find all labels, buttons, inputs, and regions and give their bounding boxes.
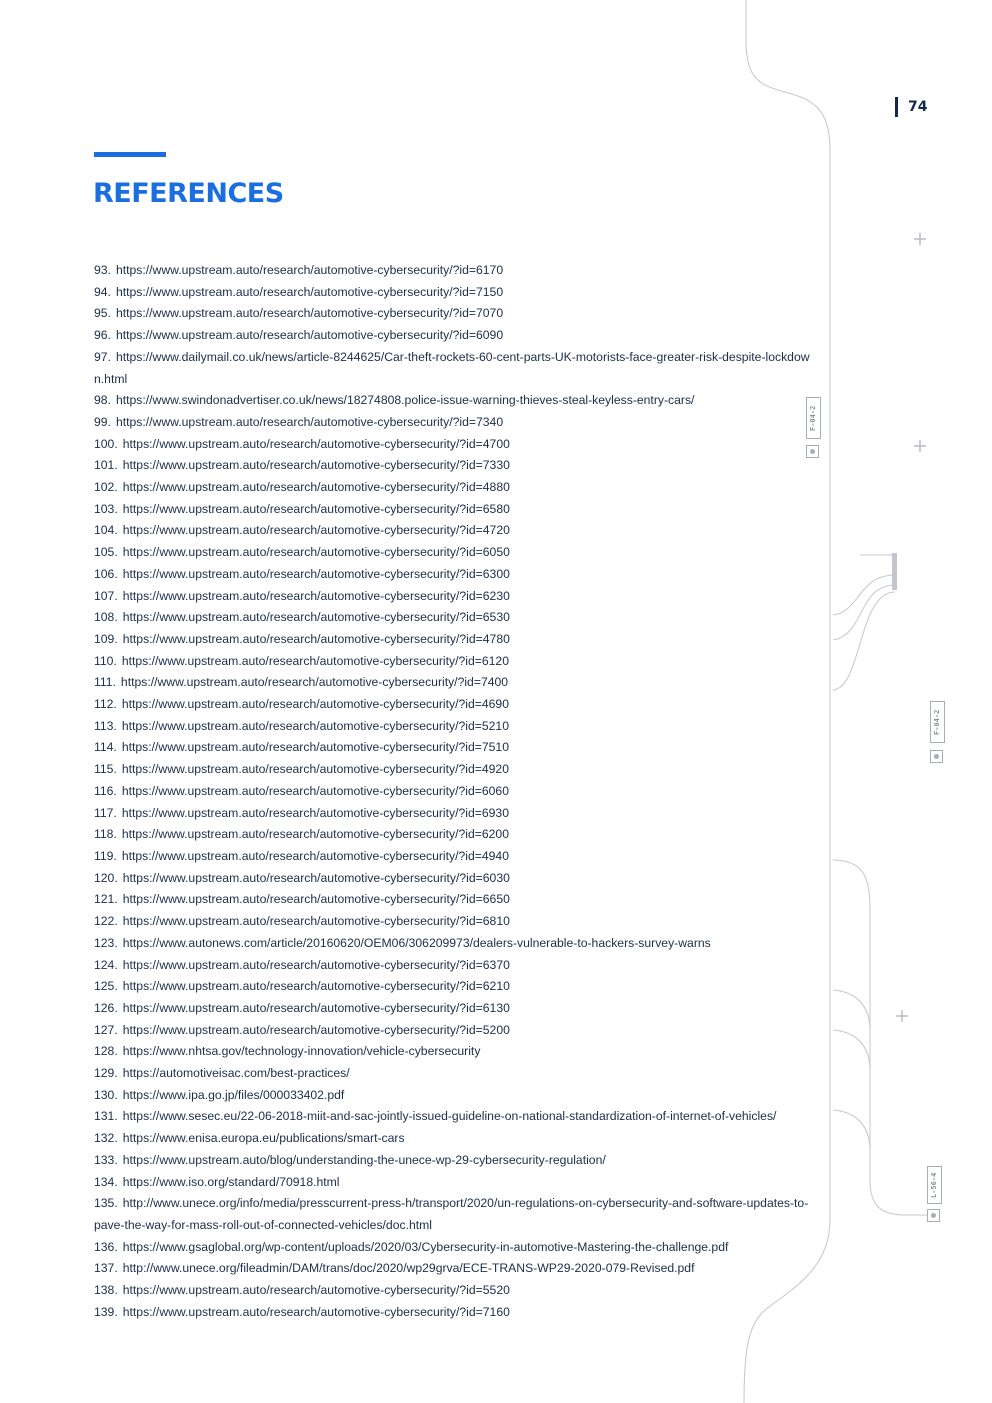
reference-link[interactable]: https://www.iso.org/standard/70918.html [122, 1174, 340, 1189]
reference-link[interactable]: https://www.upstream.auto/research/automotive-cybersecurity/?id=6200 [121, 827, 509, 842]
reference-link[interactable]: https://automotiveisac.com/best-practices/ [122, 1066, 350, 1081]
reference-link[interactable]: https://www.upstream.auto/research/automotive-cybersecurity/?id=7400 [120, 675, 509, 690]
reference-item [94, 889, 814, 911]
reference-item [94, 1128, 814, 1150]
reference-link[interactable]: https://www.upstream.auto/research/automotive-cybersecurity/?id=7070 [115, 306, 504, 321]
reference-number: 105. [94, 545, 118, 560]
reference-link[interactable]: https://www.upstream.auto/blog/understanding-the-unece-wp-29-cybersecurity-regulation/ [122, 1152, 606, 1167]
reference-link[interactable]: https://www.upstream.auto/research/automotive-cybersecurity/?id=6300 [122, 566, 510, 581]
reference-number: 96. [94, 328, 111, 343]
reference-item [94, 499, 814, 521]
reference-item [94, 846, 814, 868]
reference-number: 126. [94, 1000, 118, 1015]
reference-item [94, 1172, 814, 1194]
reference-number: 115. [94, 762, 117, 777]
reference-number: 134. [94, 1174, 118, 1189]
reference-link[interactable]: https://www.upstream.auto/research/automotive-cybersecurity/?id=6580 [122, 501, 510, 516]
reference-link[interactable]: https://www.upstream.auto/research/automotive-cybersecurity/?id=4690 [121, 697, 509, 712]
reference-number: 97. [94, 349, 111, 364]
reference-item [94, 347, 814, 390]
reference-link[interactable]: https://www.swindonadvertiser.co.uk/news/18274808.police-issue-warning-thieves-steal-keyless-entry-cars/ [115, 393, 695, 408]
reference-link[interactable]: https://www.upstream.auto/research/automotive-cybersecurity/?id=6650 [122, 892, 510, 907]
reference-item [94, 672, 814, 694]
reference-link[interactable]: http://www.unece.org/info/media/presscurrent-press-h/transport/2020/un-regulations-on-cybersecurity-and-software-updates-to-pave-the-way-for-mass-roll-out-of-connected-vehicles/doc.html [94, 1196, 809, 1232]
reference-item [94, 282, 814, 304]
reference-link[interactable]: https://www.upstream.auto/research/automotive-cybersecurity/?id=5520 [122, 1283, 510, 1298]
reference-item [94, 477, 814, 499]
reference-item [94, 434, 814, 456]
reference-item [94, 1063, 814, 1085]
reference-item [94, 1106, 814, 1128]
reference-number: 108. [94, 610, 118, 625]
reference-item [94, 933, 814, 955]
reference-item [94, 564, 814, 586]
reference-number: 139. [94, 1304, 118, 1319]
reference-item [94, 998, 814, 1020]
reference-item [94, 824, 814, 846]
reference-number: 127. [94, 1022, 118, 1037]
reference-link[interactable]: https://www.gsaglobal.org/wp-content/uploads/2020/03/Cybersecurity-in-automotive-Mastering-the-challenge.pdf [122, 1239, 729, 1254]
reference-item [94, 651, 814, 673]
reference-item [94, 1237, 814, 1259]
reference-link[interactable]: https://www.upstream.auto/research/automotive-cybersecurity/?id=6050 [122, 545, 510, 560]
reference-number: 136. [94, 1239, 118, 1254]
reference-number: 138. [94, 1283, 118, 1298]
reference-item [94, 542, 814, 564]
reference-link[interactable]: https://www.ipa.go.jp/files/000033402.pdf [122, 1087, 345, 1102]
reference-link[interactable]: https://www.upstream.auto/research/automotive-cybersecurity/?id=7330 [122, 458, 510, 473]
reference-item [94, 1150, 814, 1172]
reference-number: 107. [94, 588, 118, 603]
reference-item [94, 303, 814, 325]
reference-number: 131. [94, 1109, 118, 1124]
reference-number: 118. [94, 827, 117, 842]
reference-number: 133. [94, 1152, 118, 1167]
reference-link[interactable]: https://www.upstream.auto/research/automotive-cybersecurity/?id=4700 [122, 436, 510, 451]
reference-number: 117. [94, 805, 117, 820]
reference-number: 119. [94, 848, 117, 863]
reference-link[interactable]: https://www.upstream.auto/research/automotive-cybersecurity/?id=6370 [122, 957, 510, 972]
reference-item [94, 1302, 814, 1324]
title-accent-bar [94, 152, 166, 157]
reference-number: 113. [94, 718, 117, 733]
reference-item [94, 737, 814, 759]
reference-link[interactable]: https://www.upstream.auto/research/automotive-cybersecurity/?id=4880 [122, 480, 510, 495]
side-tag: F-04-2 [806, 397, 821, 439]
reference-link[interactable]: https://www.autonews.com/article/20160620/OEM06/306209973/dealers-vulnerable-to-hackers-survey-warns [122, 935, 711, 950]
reference-number: 124. [94, 957, 118, 972]
reference-number: 120. [94, 870, 118, 885]
reference-link[interactable]: https://www.upstream.auto/research/automotive-cybersecurity/?id=7340 [115, 414, 504, 429]
reference-number: 102. [94, 480, 118, 495]
reference-number: 104. [94, 523, 118, 538]
reference-link[interactable]: http://www.unece.org/fileadmin/DAM/trans/doc/2020/wp29grva/ECE-TRANS-WP29-2020-079-Revised.pdf [122, 1261, 695, 1276]
side-tag: F-04-2 [930, 701, 945, 743]
plus-icon [896, 1010, 908, 1022]
reference-item [94, 520, 814, 542]
reference-number: 123. [94, 935, 118, 950]
reference-number: 122. [94, 914, 118, 929]
reference-number: 128. [94, 1044, 118, 1059]
reference-link[interactable]: https://www.upstream.auto/research/automotive-cybersecurity/?id=7510 [121, 740, 509, 755]
reference-item [94, 781, 814, 803]
reference-number: 95. [94, 306, 111, 321]
reference-number: 94. [94, 284, 111, 299]
reference-link[interactable]: https://www.upstream.auto/research/automotive-cybersecurity/?id=6120 [121, 653, 509, 668]
reference-number: 93. [94, 263, 111, 277]
reference-number: 101. [94, 458, 118, 473]
page-number: 74 [895, 97, 927, 117]
reference-link[interactable]: https://www.upstream.auto/research/automotive-cybersecurity/?id=6170 [115, 263, 504, 277]
reference-number: 116. [94, 783, 117, 798]
reference-item [94, 868, 814, 890]
reference-item [94, 629, 814, 651]
reference-item [94, 955, 814, 977]
reference-link[interactable]: https://www.upstream.auto/research/automotive-cybersecurity/?id=6810 [122, 914, 510, 929]
reference-link[interactable]: https://www.enisa.europa.eu/publications/smart-cars [122, 1131, 405, 1146]
reference-number: 106. [94, 566, 118, 581]
reference-link[interactable]: https://www.upstream.auto/research/automotive-cybersecurity/?id=5210 [121, 718, 509, 733]
reference-item [94, 607, 814, 629]
reference-number: 121. [94, 892, 118, 907]
reference-number: 110. [94, 653, 117, 668]
reference-number: 130. [94, 1087, 118, 1102]
reference-number: 114. [94, 740, 117, 755]
reference-item [94, 260, 814, 282]
reference-item [94, 586, 814, 608]
page-title: REFERENCES [93, 178, 284, 209]
reference-link[interactable]: https://www.sesec.eu/22-06-2018-miit-and-sac-jointly-issued-guideline-on-national-standardization-of-internet-of-vehicles/ [122, 1109, 777, 1124]
reference-link[interactable]: https://www.upstream.auto/research/automotive-cybersecurity/?id=6060 [121, 783, 509, 798]
reference-link[interactable]: https://www.upstream.auto/research/automotive-cybersecurity/?id=6930 [121, 805, 509, 820]
reference-list [94, 260, 814, 1323]
reference-item [94, 911, 814, 933]
reference-number: 137. [94, 1261, 118, 1276]
reference-item [94, 694, 814, 716]
reference-number: 103. [94, 501, 118, 516]
reference-item [94, 1041, 814, 1063]
reference-item [94, 1193, 814, 1236]
reference-item [94, 390, 814, 412]
reference-link[interactable]: https://www.upstream.auto/research/automotive-cybersecurity/?id=6210 [122, 979, 510, 994]
reference-number: 125. [94, 979, 118, 994]
reference-link[interactable]: https://www.upstream.auto/research/automotive-cybersecurity/?id=4780 [122, 631, 510, 646]
side-tag-box [927, 1209, 940, 1222]
plus-icon [914, 440, 926, 452]
reference-number: 132. [94, 1131, 118, 1146]
reference-link[interactable]: https://www.upstream.auto/research/automotive-cybersecurity/?id=6530 [122, 610, 510, 625]
reference-item [94, 1085, 814, 1107]
reference-item [94, 1280, 814, 1302]
reference-number: 129. [94, 1066, 118, 1081]
reference-link[interactable]: https://www.upstream.auto/research/automotive-cybersecurity/?id=5200 [122, 1022, 510, 1037]
reference-item [94, 976, 814, 998]
reference-link[interactable]: https://www.upstream.auto/research/automotive-cybersecurity/?id=6230 [122, 588, 510, 603]
side-tag-box [930, 750, 943, 763]
reference-link[interactable]: https://www.upstream.auto/research/automotive-cybersecurity/?id=7150 [115, 284, 504, 299]
reference-link[interactable]: https://www.upstream.auto/research/automotive-cybersecurity/?id=4940 [121, 848, 509, 863]
reference-item [94, 803, 814, 825]
reference-number: 111. [94, 675, 116, 690]
reference-link[interactable]: https://www.upstream.auto/research/automotive-cybersecurity/?id=4720 [122, 523, 510, 538]
reference-number: 98. [94, 393, 111, 408]
reference-number: 99. [94, 414, 111, 429]
reference-item [94, 325, 814, 347]
reference-item [94, 455, 814, 477]
reference-number: 100. [94, 436, 118, 451]
reference-link[interactable]: https://www.upstream.auto/research/automotive-cybersecurity/?id=6030 [122, 870, 510, 885]
reference-item [94, 1020, 814, 1042]
plus-icon [914, 233, 926, 245]
reference-number: 109. [94, 631, 118, 646]
reference-number: 112. [94, 697, 117, 712]
reference-item [94, 412, 814, 434]
reference-link[interactable]: https://www.upstream.auto/research/automotive-cybersecurity/?id=7160 [122, 1304, 510, 1319]
reference-item [94, 716, 814, 738]
reference-link[interactable]: https://www.dailymail.co.uk/news/article-8244625/Car-theft-rockets-60-cent-parts-UK-motorists-face-greater-risk-despite-lockdown.html [94, 349, 810, 386]
reference-link[interactable]: https://www.upstream.auto/research/automotive-cybersecurity/?id=4920 [121, 762, 509, 777]
side-tag: L-56-4 [927, 1166, 942, 1204]
reference-item [94, 759, 814, 781]
reference-number: 135. [94, 1196, 118, 1211]
reference-link[interactable]: https://www.upstream.auto/research/automotive-cybersecurity/?id=6130 [122, 1000, 510, 1015]
reference-item [94, 1258, 814, 1280]
reference-link[interactable]: https://www.nhtsa.gov/technology-innovation/vehicle-cybersecurity [122, 1044, 481, 1059]
reference-link[interactable]: https://www.upstream.auto/research/automotive-cybersecurity/?id=6090 [115, 328, 504, 343]
